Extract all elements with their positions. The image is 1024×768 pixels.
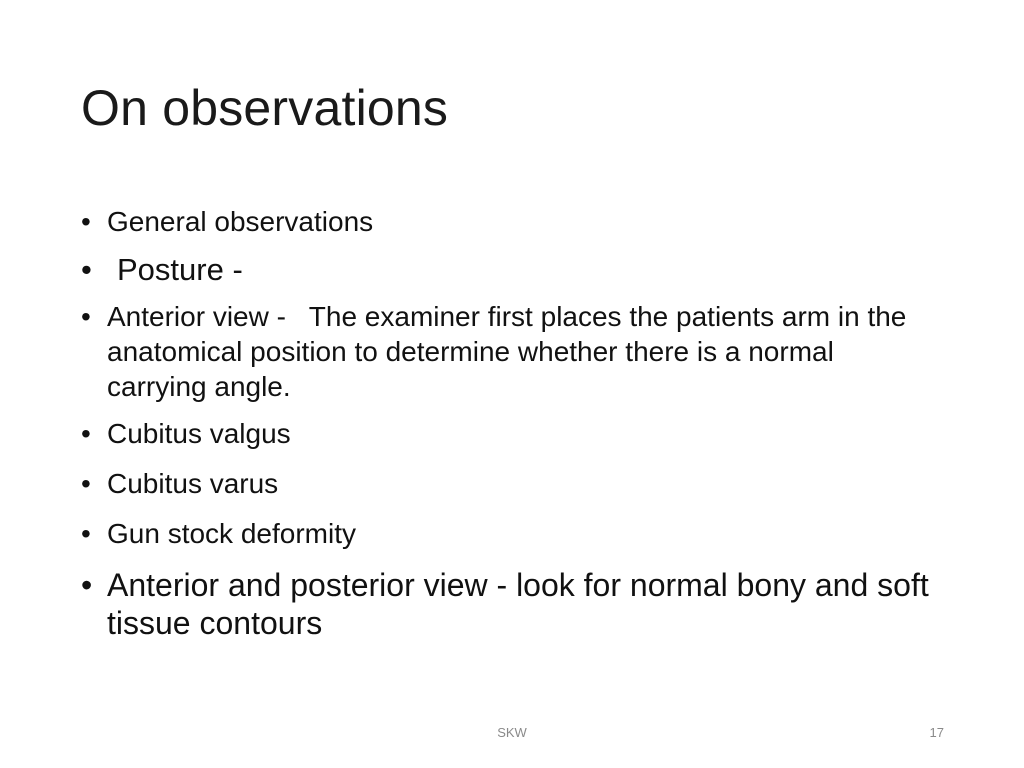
bullet-text: General observations [107,206,374,237]
bullet-dot-icon: • [81,418,91,449]
bullet-item-cubitus-valgus [81,416,941,451]
bullet-text: Cubitus varus [107,468,279,499]
bullet-item-anterior-view [81,299,941,404]
bullet-item-gun-stock-deformity [81,516,941,551]
bullet-dot-icon: • [81,252,92,287]
bullet-item-cubitus-varus [81,466,941,501]
bullet-item-anterior-posterior-view [81,566,941,642]
bullet-item-general-observations [81,204,941,239]
bullet-item-posture [81,251,941,289]
bullet-dot-icon: • [81,301,91,332]
bullet-dot-icon: • [81,567,93,603]
bullet-dot-icon: • [81,468,91,499]
bullet-list [81,204,941,642]
slide-number: 17 [929,725,944,740]
bullet-dot-icon: • [81,206,91,237]
bullet-text: Cubitus valgus [107,418,291,449]
bullet-text: Posture - [117,252,243,287]
bullet-text: Gun stock deformity [107,518,356,549]
slide-title: On observations [81,80,449,136]
bullet-text: Anterior and posterior view - look for normal bony and soft tissue contours [107,567,929,641]
bullet-dot-icon: • [81,518,91,549]
footer-author: SKW [497,725,527,740]
bullet-text: Anterior view - The examiner first places the patients arm in the anatomical position to determine whether there is a normal carrying angle. [107,301,915,402]
